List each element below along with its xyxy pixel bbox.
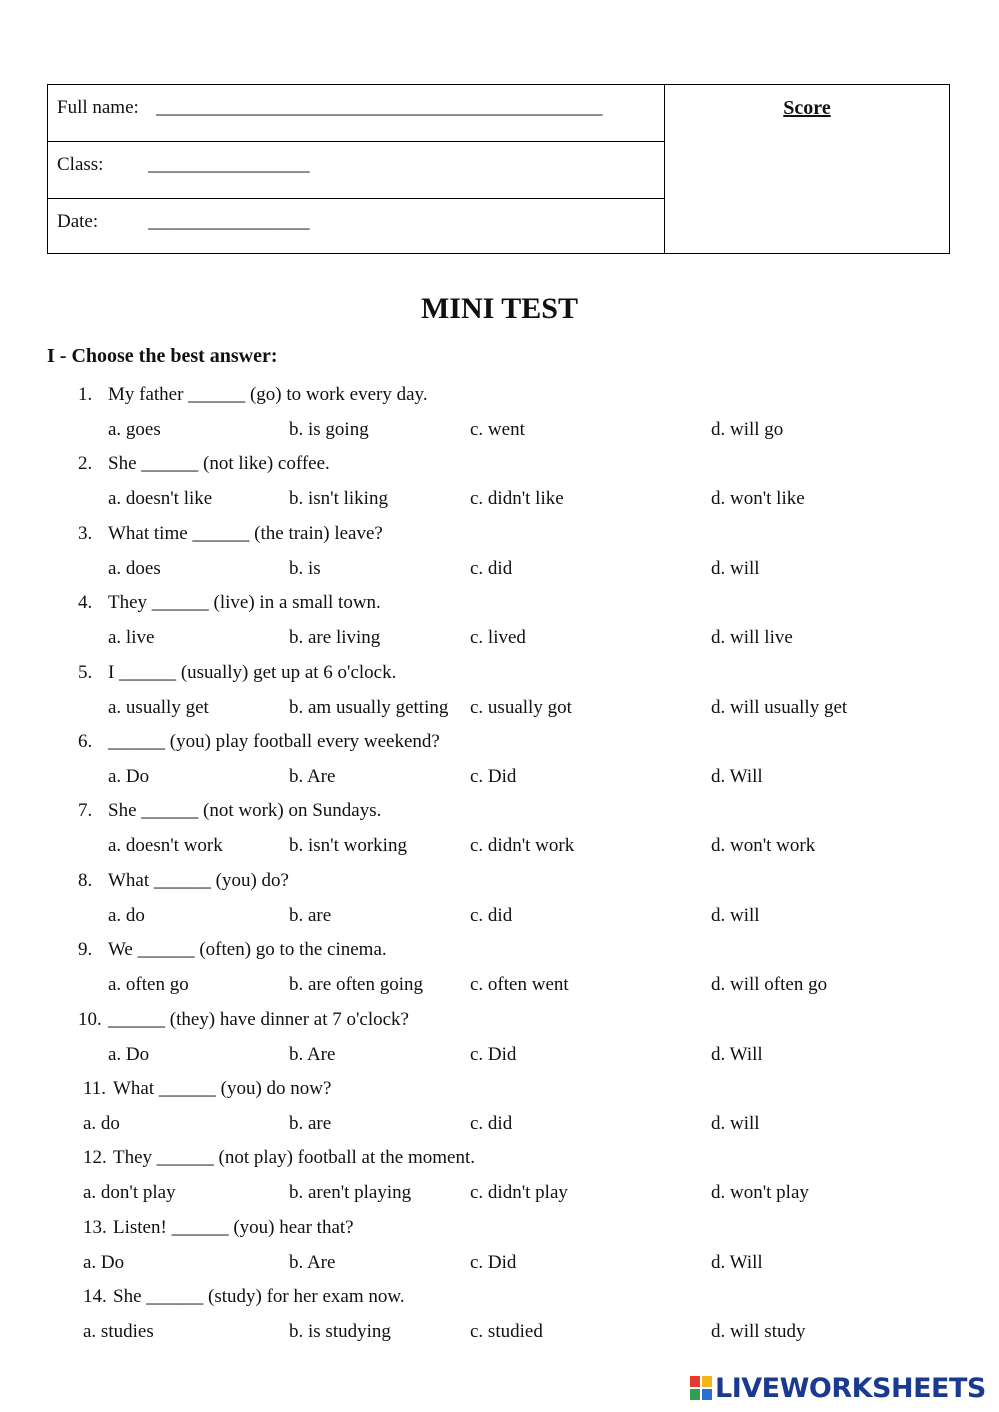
answer-option-a[interactable]: a. Do — [108, 1043, 150, 1065]
class-label: Class: — [57, 154, 104, 175]
answer-option-c[interactable]: c. Did — [470, 1251, 517, 1273]
question-number: 7. — [78, 800, 93, 822]
answer-option-d[interactable]: d. will live — [711, 627, 793, 649]
answer-option-d[interactable]: d. won't like — [711, 488, 805, 510]
answer-option-c[interactable]: c. went — [470, 419, 525, 440]
date-field[interactable]: _________________ — [148, 211, 310, 232]
answer-option-b[interactable]: b. isn't liking — [289, 488, 388, 510]
question-number: 10. — [78, 1008, 102, 1030]
answer-option-a[interactable]: a. do — [83, 1113, 120, 1134]
question-number: 12. — [83, 1147, 107, 1169]
answer-option-d[interactable]: d. will — [711, 904, 760, 926]
answer-option-c[interactable]: c. didn't work — [470, 835, 575, 857]
answer-option-a[interactable]: a. live — [108, 627, 155, 649]
answer-option-b[interactable]: b. aren't playing — [289, 1182, 412, 1204]
question-text: She ______ (not work) on Sundays. — [108, 800, 382, 822]
answer-option-b[interactable]: b. are — [289, 904, 332, 926]
answer-option-c[interactable]: c. often went — [470, 974, 569, 996]
answer-option-c[interactable]: c. Did — [470, 1043, 517, 1065]
question-text: ______ (they) have dinner at 7 o'clock? — [108, 1008, 409, 1030]
answer-option-c[interactable]: c. didn't play — [470, 1182, 568, 1204]
answer-option-b[interactable]: b. are living — [289, 627, 381, 649]
answer-option-a[interactable]: a. Do — [108, 766, 150, 787]
answer-option-a[interactable]: a. goes — [108, 419, 161, 440]
question-text: What time ______ (the train) leave? — [108, 522, 383, 544]
answer-option-d[interactable]: d. will usually get — [711, 696, 848, 718]
question-number: 13. — [83, 1216, 107, 1238]
question-number: 3. — [78, 522, 93, 544]
answer-option-b[interactable]: b. am usually getting — [289, 696, 449, 718]
question-number: 8. — [78, 869, 93, 891]
question-number: 9. — [78, 939, 93, 961]
answer-option-c[interactable]: c. usually got — [470, 696, 572, 718]
question-text: ______ (you) play football every weekend? — [108, 731, 440, 752]
answer-option-b[interactable]: b. Are — [289, 1043, 336, 1065]
answer-option-d[interactable]: d. will study — [711, 1321, 806, 1343]
question-text: We ______ (often) go to the cinema. — [108, 939, 387, 961]
liveworksheets-logo — [690, 1372, 986, 1404]
answer-option-c[interactable]: c. didn't like — [470, 488, 564, 510]
page-title: MINI TEST — [420, 292, 578, 325]
answer-option-b[interactable]: b. Are — [289, 1251, 336, 1273]
answer-option-a[interactable]: a. doesn't like — [108, 488, 213, 510]
question-text: My father ______ (go) to work every day. — [108, 384, 428, 405]
answer-option-a[interactable]: a. Do — [83, 1251, 125, 1273]
answer-option-d[interactable]: d. Will — [711, 1043, 763, 1065]
question-number: 6. — [78, 731, 93, 752]
answer-option-d[interactable]: d. won't work — [711, 835, 816, 857]
class-field[interactable]: _________________ — [148, 154, 310, 175]
question-number: 14. — [83, 1286, 107, 1308]
answer-option-d[interactable]: d. will — [711, 1113, 760, 1134]
answer-option-d[interactable]: d. will go — [711, 419, 784, 440]
date-label: Date: — [57, 211, 99, 232]
answer-option-b[interactable]: b. are — [289, 1113, 332, 1134]
answer-option-b[interactable]: b. are often going — [289, 974, 424, 996]
question-text: They ______ (not play) football at the moment. — [113, 1147, 475, 1169]
question-number: 2. — [78, 453, 93, 475]
answer-option-b[interactable]: b. is going — [289, 419, 369, 440]
answer-option-d[interactable]: d. will — [711, 557, 760, 579]
question-number: 4. — [78, 592, 93, 614]
answer-option-b[interactable]: b. isn't working — [289, 835, 407, 857]
answer-option-a[interactable]: a. usually get — [108, 696, 209, 718]
answer-option-a[interactable]: a. does — [108, 557, 161, 579]
question-text: They ______ (live) in a small town. — [108, 592, 381, 614]
answer-option-d[interactable]: d. won't play — [711, 1182, 809, 1204]
question-number: 11. — [83, 1078, 107, 1099]
answer-option-c[interactable]: c. did — [470, 904, 513, 926]
answer-option-b[interactable]: b. is — [289, 557, 321, 579]
full-name-field[interactable]: _______________________________________________ — [156, 97, 603, 118]
question-number: 5. — [78, 661, 93, 683]
question-text: What ______ (you) do? — [108, 869, 289, 891]
answer-option-c[interactable]: c. did — [470, 1113, 513, 1134]
full-name-label: Full name: — [57, 97, 139, 118]
answer-option-a[interactable]: a. doesn't work — [108, 835, 223, 857]
question-number: 1. — [78, 384, 93, 405]
liveworksheets-logo-icon — [690, 1376, 712, 1400]
answer-option-a[interactable]: a. do — [108, 904, 145, 926]
question-text: She ______ (study) for her exam now. — [113, 1286, 405, 1308]
answer-option-b[interactable]: b. Are — [289, 766, 336, 787]
question-text: I ______ (usually) get up at 6 o'clock. — [108, 661, 397, 683]
answer-option-c[interactable]: c. lived — [470, 627, 526, 649]
answer-option-c[interactable]: c. Did — [470, 766, 517, 787]
answer-option-c[interactable]: c. studied — [470, 1321, 543, 1343]
answer-option-a[interactable]: a. don't play — [83, 1182, 176, 1204]
answer-option-c[interactable]: c. did — [470, 557, 513, 579]
question-text: Listen! ______ (you) hear that? — [113, 1216, 354, 1238]
answer-option-a[interactable]: a. often go — [108, 974, 189, 996]
answer-option-b[interactable]: b. is studying — [289, 1321, 391, 1343]
logo-text: LIVEWORKSHEETS — [715, 1372, 986, 1404]
question-text: What ______ (you) do now? — [113, 1078, 332, 1099]
score-label: Score — [783, 97, 831, 119]
answer-option-d[interactable]: d. Will — [711, 1251, 763, 1273]
section-title: I - Choose the best answer: — [47, 345, 278, 367]
answer-option-a[interactable]: a. studies — [83, 1321, 154, 1343]
question-text: She ______ (not like) coffee. — [108, 453, 330, 475]
answer-option-d[interactable]: d. will often go — [711, 974, 828, 996]
answer-option-d[interactable]: d. Will — [711, 766, 763, 787]
